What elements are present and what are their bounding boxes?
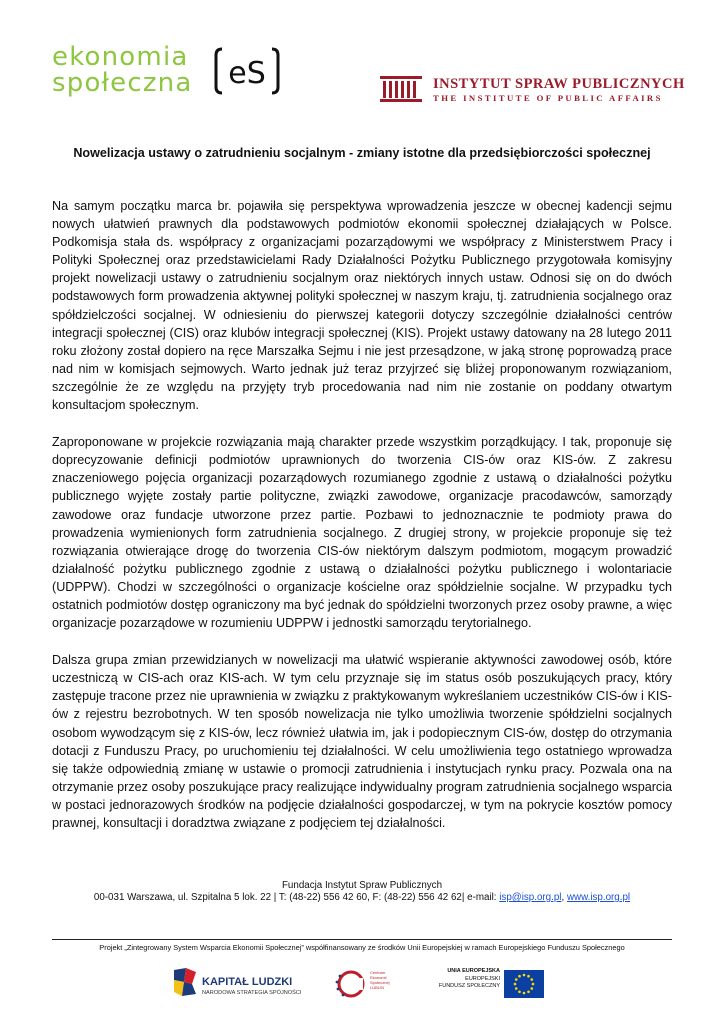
paragraph: Dalsza grupa zmian przewidzianych w nowelizacji ma ułatwić wspieranie aktywności zawodowej osób, które uczestniczą w CIS-ach oraz KIS-ach. W tym celu przyznaje się im status osób poszukujących pracy, który zastępuje tracone przez nie uprawnienia w związku z praktykowanym wykreślaniem uczestników CIS-ów i KIS-ów z rejestru bezrobotnych. W ten sposób nowelizacja nie tylko umożliwia tworzenie spółdzielni socjalnych osobom wywodzącym się z KIS-ów, lecz również ułatwia im, jak i podopiecznym CIS-ów, dostęp do otrzymania dotacji z Funduszu Pracy, po uruchomieniu tej działalności. W celu umożliwienia tego ostatniego wprowadza się także odpowiednią zmianę w ustawie o promocji zatrudnienia i instytucjach rynku pracy. Pozwala ona na otrzymanie przez osoby poszukujące pracy realizujące indywidualny program zatrudnienia socjalnego wsparcia w postaci jednorazowych środków na podjęcie działalności gospodarczej, w tym na pokrycie kosztów pomocy prawnej, konsultacji i doradztwa związane z podjęciem tej działalności. [52,653,672,830]
isp-title: INSTYTUT SPRAW PUBLICZNYCH [433,76,685,92]
footer-address-line [52,892,672,904]
ekonomia-logo-line2: społeczna [52,68,193,98]
eu-flag-icon [504,970,544,998]
paragraph: Na samym początku marca br. pojawiła się perspektywa wprowadzenia jeszcze w obecnej kadencji sejmu nowych ułatwień prawnych dla podstawowych podmiotów ekonomii społecznej działających w Polsce. Podkomisja stała ds. współpracy z organizacjami pozarządowymi we współpracy z Ministerstwem Pracy i Polityki Społecznej oraz przedstawicielami Rady Działalności Pożytku Publicznego przygotowała komisyjny projekt nowelizacji ustawy o zatrudnieniu socjalnym oraz niektórych innych ustaw. Odnosi się on do dwóch podstawowych form prowadzenia aktywnej polityki społecznej w naszym kraju, tj. zatrudnienia socjalnego oraz spółdzielczości socjalnej. W odniesieniu do pierwszej kategorii dotyczy szczególnie działalności centrów integracji społecznej (CIS) oraz klubów integracji społecznej (KIS). Projekt ustawy datowany na 28 lutego 2011 roku złożony został dopiero na ręce Marszałka Sejmu i nie jest przesądzone, w jaką stronę poprowadzą prace nad nim w komisjach sejmowych. Warto jednak już teraz przyjrzeć się bliżej proponowanym rozwiązaniom, szczególnie że ze względu na przyjęty tryb procedowania nad nim nie zostanie on poddany otwartym konsultacjom społecznym. [52,199,672,413]
isp-columns-icon [380,76,422,102]
es-logo-mark [214,46,280,96]
eu-line1: UNIA EUROPEJSKA [447,968,500,974]
document-title: Nowelizacja ustawy o zatrudnieniu socjalnym - zmiany istotne dla przedsiębiorczości społecznej [73,146,651,160]
kapital-ludzki-title: KAPITAŁ LUDZKI [202,976,293,988]
footer-separator: , [561,892,567,903]
ces-logo [334,968,404,1000]
ces-icon [334,968,368,1000]
es-logo-text: eS [228,56,266,91]
footer-org-name: Fundacja Instytut Spraw Publicznych [281,880,443,891]
email-link[interactable]: isp@isp.org.pl [499,892,562,903]
project-note: Projekt „Zintegrowany System Wsparcia Ekonomii Społecznej” współfinansowany ze środków Unii Europejskiej w ramach Europejskiego Funduszu Społecznego [99,943,625,952]
funding-logos [0,962,724,1012]
website-link[interactable]: www.isp.org.pl [566,892,631,903]
ekonomia-logo-line1: ekonomia [52,42,189,72]
ekonomia-logo-text [52,44,193,96]
eu-line3: FUNDUSZ SPOŁECZNY [438,983,500,989]
kapital-ludzki-subtitle: NARODOWA STRATEGIA SPÓJNOŚCI [202,990,302,996]
isp-subtitle: THE INSTITUTE OF PUBLIC AFFAIRS [433,93,663,103]
kapital-ludzki-icon [172,966,198,998]
footer-contact [52,880,672,904]
page-header [0,0,724,120]
ces-text: Centrum Ekonomii Społecznej LUBLIN [370,970,390,990]
document-body [52,197,672,851]
paragraph: Zaproponowane w projekcie rozwiązania mają charakter przede wszystkim porządkujący. I tak, proponuje się doprecyzowanie definicji podmiotów uprawnionych do tworzenia CIS-ów oraz KIS-ów. Z zakresu znaczeniowego pojęcia organizacji pozarządowych rozumianego zgodnie z ustawą o działalności pożytku publicznego wyjęte zostały partie polityczne, związki zawodowe, organizacje pracodawców, samorządy zawodowe oraz fundacje utworzone przez partie. Pozbawi to jednoznacznie te podmioty prawa do prowadzenia wymienionych form zatrudnienia socjalnego. Z drugiej strony, w projekcie proponuje się też rozwiązania otwierające drogę do tworzenia CIS-ów niektórym dalszym podmiotom, mogącym prowadzić działalność pożytku publicznego zgodnie z ustawą o działalności pożytku publicznego i wolontariacie (UDPPW). Chodzi w szczególności o organizacje kościelne oraz spółdzielnie socjalne. W przypadku tych ostatnich podmiotów dostęp ograniczony ma być jednak do spółdzielni tworzonych przez osoby prawne, a więc organizacje pozarządowe w rozumieniu UDPPW i jednostki samorządu terytorialnego. [52,435,672,631]
footer-address: 00-031 Warszawa, ul. Szpitalna 5 lok. 22 | T: (48-22) 556 42 60, F: (48-22) 556 42 62| e-mail: [93,892,500,903]
eu-text [436,968,500,991]
eu-line2: EUROPEJSKI [465,975,500,982]
footer-divider [52,939,672,940]
